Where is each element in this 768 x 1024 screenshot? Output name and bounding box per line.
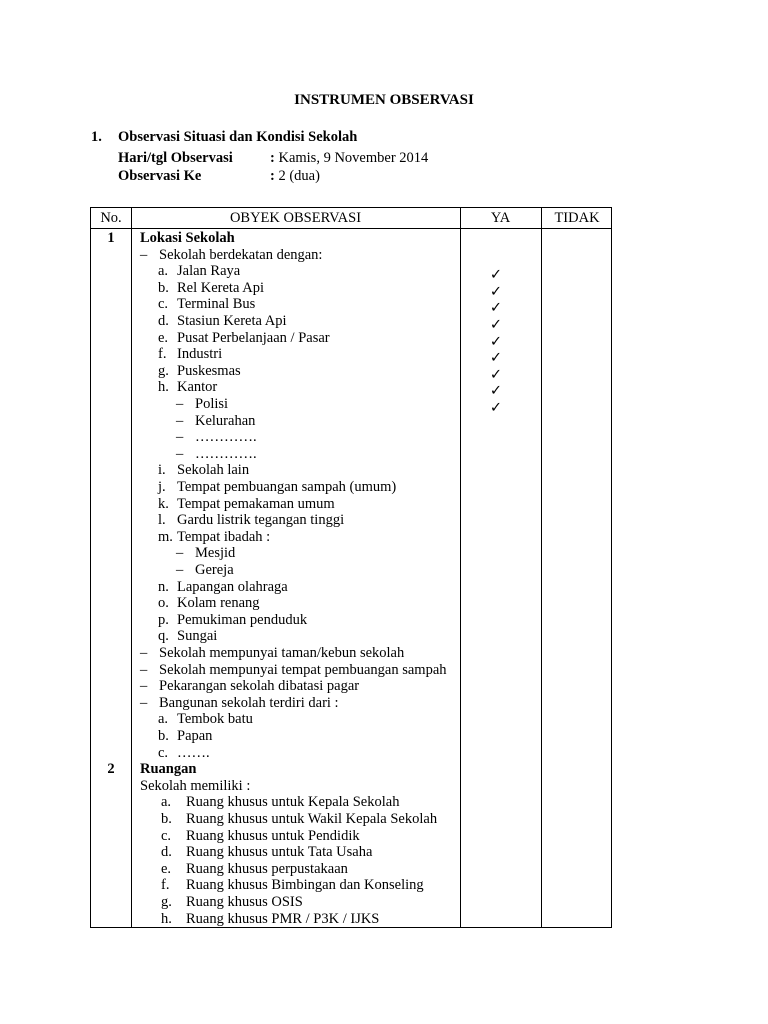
- observation-item-label: Tempat ibadah :: [177, 528, 271, 545]
- observation-table: [90, 207, 612, 928]
- observation-item-label: Tempat pemakaman umum: [177, 495, 335, 512]
- meta-row-observation-number: [118, 168, 320, 185]
- row-marker: –: [176, 412, 184, 429]
- observation-item-label: Terminal Bus: [177, 296, 256, 313]
- check-mark-icon: ✓: [489, 317, 503, 333]
- observation-item-label: Ruang khusus OSIS: [186, 894, 303, 910]
- observation-item-label: Papan: [177, 728, 213, 744]
- observation-item-label: Ruang khusus untuk Tata Usaha: [186, 844, 373, 861]
- row-marker: –: [140, 694, 148, 711]
- row-marker: j.: [158, 479, 166, 495]
- row-number: 1: [107, 230, 115, 246]
- row-marker: d.: [161, 844, 172, 861]
- observation-item-label: Sekolah mempunyai taman/kebun sekolah: [159, 645, 405, 661]
- row-marker: e.: [161, 860, 172, 877]
- observation-item-label: Sungai: [177, 628, 218, 645]
- observation-item-label: Ruang khusus perpustakaan: [186, 860, 348, 877]
- row-marker: b.: [158, 279, 169, 296]
- row-marker: m.: [158, 528, 173, 545]
- observation-item-label: Ruang khusus Bimbingan dan Konseling: [186, 877, 424, 894]
- row-marker: –: [140, 246, 148, 263]
- row-marker: –: [140, 678, 148, 695]
- observation-item-label: Lapangan olahraga: [177, 578, 288, 595]
- observation-item-label: Gereja: [195, 562, 234, 578]
- section-row-title: Ruangan: [140, 761, 197, 778]
- observation-item-label: Kolam renang: [177, 595, 260, 612]
- observation-item-label: Pusat Perbelanjaan / Pasar: [177, 329, 330, 346]
- row-marker: o.: [158, 595, 169, 612]
- row-marker: h.: [161, 910, 172, 927]
- row-number: 2: [107, 761, 115, 778]
- meta-value: 2 (dua): [278, 168, 320, 184]
- observation-item-label: Pemukiman penduduk: [177, 611, 308, 628]
- row-marker: c.: [158, 744, 169, 761]
- row-marker: –: [176, 429, 184, 446]
- check-mark-icon: ✓: [489, 283, 503, 300]
- check-mark-icon: ✓: [489, 383, 503, 400]
- observation-item-label: Stasiun Kereta Api: [177, 313, 287, 329]
- meta-colon: :: [270, 168, 275, 184]
- observation-item-label: Tembok batu: [177, 711, 253, 728]
- observation-item-label: Jalan Raya: [177, 263, 241, 280]
- row-marker: f.: [161, 877, 170, 894]
- header-tidak: TIDAK: [554, 210, 600, 226]
- observation-item-label: Polisi: [195, 396, 229, 412]
- observation-item-label: Industri: [177, 346, 223, 363]
- row-marker: a.: [161, 794, 172, 811]
- observation-item-label: Gardu listrik tegangan tinggi: [177, 512, 345, 529]
- observation-item-label: Kelurahan: [195, 412, 256, 429]
- row-marker: –: [140, 661, 148, 678]
- meta-label: Observasi Ke: [118, 168, 202, 184]
- row-marker: h.: [158, 379, 169, 396]
- row-marker: k.: [158, 495, 169, 512]
- row-marker: –: [176, 545, 184, 562]
- observation-item-label: Pekarangan sekolah dibatasi pagar: [159, 678, 360, 695]
- document-title: INSTRUMEN OBSERVASI: [294, 92, 474, 108]
- observation-item-label: Sekolah mempunyai tempat pembuangan sampah: [159, 661, 447, 678]
- header-ya: YA: [490, 210, 511, 226]
- observation-item-label: Tempat pembuangan sampah (umum): [177, 479, 397, 495]
- row-marker: e.: [158, 329, 169, 346]
- row-marker: q.: [158, 628, 169, 645]
- row-marker: –: [140, 645, 148, 661]
- section-heading: [91, 129, 357, 146]
- observation-item-label: Kantor: [177, 379, 218, 396]
- check-mark-icon: ✓: [489, 400, 503, 416]
- observation-item-label: Bangunan sekolah terdiri dari :: [159, 694, 339, 711]
- row-marker: a.: [158, 711, 169, 728]
- row-marker: i.: [158, 462, 166, 479]
- row-marker: –: [176, 562, 184, 578]
- observation-item-label: ………….: [195, 429, 257, 446]
- section-number: 1.: [91, 129, 102, 145]
- column-divider: [460, 208, 461, 927]
- column-divider: [541, 208, 542, 927]
- row-marker: l.: [158, 512, 166, 529]
- check-mark-icon: ✓: [489, 350, 503, 367]
- row-marker: c.: [161, 827, 172, 844]
- observation-item-label: ………….: [195, 445, 257, 462]
- header-object: OBYEK OBSERVASI: [229, 210, 362, 226]
- section-row-title: Lokasi Sekolah: [140, 230, 235, 246]
- row-marker: c.: [158, 296, 169, 313]
- check-mark-icon: ✓: [489, 300, 503, 317]
- meta-label: Hari/tgl Observasi: [118, 150, 233, 166]
- observation-item-label: …….: [177, 744, 210, 761]
- observation-item-label: Puskesmas: [177, 362, 241, 379]
- row-marker: b.: [158, 728, 169, 744]
- meta-row-date: [118, 150, 428, 167]
- row-marker: g.: [161, 894, 172, 910]
- row-marker: p.: [158, 611, 169, 628]
- meta-value: Kamis, 9 November 2014: [278, 150, 429, 166]
- check-mark-icon: ✓: [489, 267, 503, 284]
- observation-item-label: Sekolah berdekatan dengan:: [159, 246, 323, 263]
- row-marker: a.: [158, 263, 169, 280]
- column-divider: [131, 208, 132, 927]
- observation-item-label: Mesjid: [195, 545, 236, 562]
- row-marker: –: [176, 396, 184, 412]
- observation-item-label: Ruang khusus untuk Pendidik: [186, 827, 360, 844]
- observation-item-label: Sekolah memiliki :: [140, 777, 251, 794]
- row-marker: f.: [158, 346, 167, 363]
- section-title: Observasi Situasi dan Kondisi Sekolah: [118, 129, 358, 145]
- observation-item-label: Ruang khusus PMR / P3K / IJKS: [186, 910, 380, 927]
- header-no: No.: [100, 210, 122, 226]
- row-marker: –: [176, 445, 184, 462]
- row-marker: b.: [161, 811, 172, 827]
- header-divider: [91, 228, 611, 229]
- observation-item-label: Ruang khusus untuk Kepala Sekolah: [186, 794, 400, 811]
- check-mark-icon: ✓: [489, 333, 503, 350]
- check-mark-icon: ✓: [489, 366, 503, 383]
- row-marker: d.: [158, 313, 169, 329]
- observation-item-label: Sekolah lain: [177, 462, 250, 479]
- observation-item-label: Ruang khusus untuk Wakil Kepala Sekolah: [186, 811, 438, 827]
- meta-colon: :: [270, 150, 275, 166]
- row-marker: n.: [158, 578, 169, 595]
- observation-item-label: Rel Kereta Api: [177, 279, 264, 296]
- row-marker: g.: [158, 362, 169, 379]
